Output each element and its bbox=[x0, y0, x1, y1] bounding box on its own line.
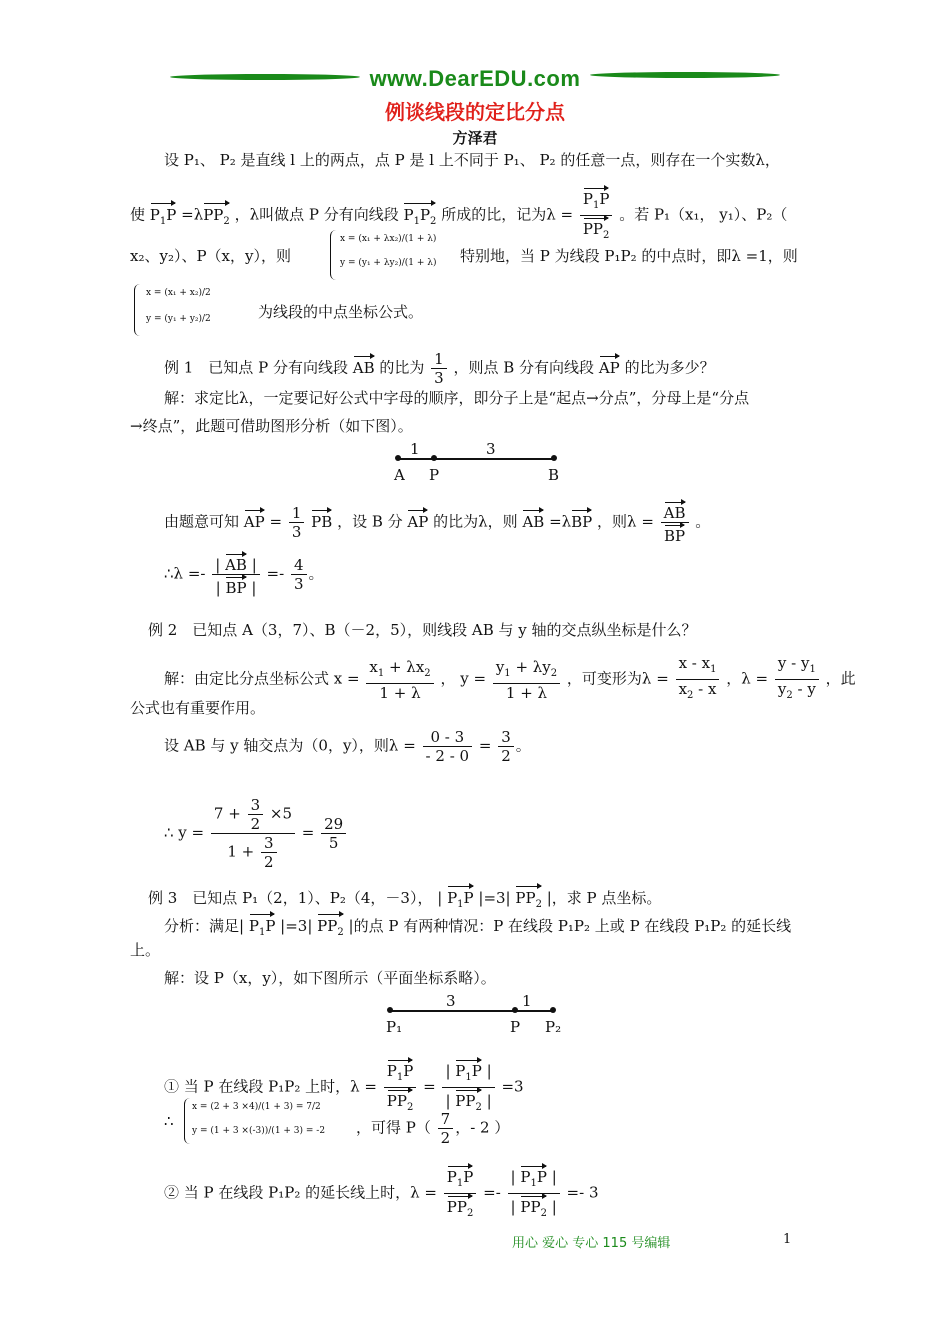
text: ，则λ = bbox=[597, 512, 654, 531]
ex2-sol1 bbox=[164, 654, 856, 705]
ex1-sol3: 由题意可知 AP = $\frac{1}{3}$ PB ，设 B 分 AP 的比为λ，则 AB =λBP ，则λ = $\frac{AB}{BP}$ 。 bbox=[164, 500, 710, 545]
midpoint-x: x = (x₁ + x₂)/2 bbox=[146, 288, 211, 298]
midpoint-y: y = (y₁ + y₂)/2 bbox=[146, 314, 211, 324]
vector-p1p2: $P_1P_2$ bbox=[403, 201, 436, 232]
fraction-1-3: $\frac{1}{3}$ bbox=[289, 504, 305, 541]
vector-bp: BP bbox=[571, 508, 592, 532]
intro-line2 bbox=[130, 186, 787, 245]
system-brace bbox=[330, 230, 337, 280]
text: ，- 2 ） bbox=[455, 1118, 510, 1137]
text: ， y = bbox=[440, 669, 487, 688]
intro-line1: 设 P₁、 P₂ 是直线 l 上的两点，点 P 是 l 上不同于 P₁、 P₂ 的任意一点，则存在一个实数λ， bbox=[164, 151, 780, 169]
text: ，可变形为λ = bbox=[566, 669, 669, 688]
fraction-3-2: $\frac{3}{2}$ bbox=[498, 728, 514, 765]
fig1-label-p: P bbox=[429, 466, 440, 484]
ex1-sol4 bbox=[164, 552, 324, 597]
ex3-case2: ② 当 P 在线段 P₁P₂ 的延长线上时，λ = $\frac{P_1P}{PP_2}$ =- $\frac{| P_1P |}{| PP_2 |}$ =- 3 bbox=[164, 1164, 599, 1223]
fraction-0-3: $\frac{0 - 3}{- 2 - 0}$ bbox=[423, 728, 473, 765]
ex1-question bbox=[164, 350, 715, 387]
text: ∴ y = bbox=[164, 823, 205, 842]
fig2-segment bbox=[390, 1010, 553, 1012]
fraction-big: 7 + $\frac{3}{2}$ ×5 1 + $\frac{3}{2}$ bbox=[211, 796, 295, 871]
ex3-analysis: 分析：满足| $P_1P$ |=3| $PP_2$ |的点 P 有两种情况：P 在线段 P₁P₂ 上或 P 在线段 P₁P₂ 的延长线 bbox=[164, 912, 791, 943]
system-y: y = (y₁ + λy₂)/(1 + λ) bbox=[340, 258, 437, 268]
ex2-question: 例 2 已知点 A（3，7）、B（－2，5），则线段 AB 与 y 轴的交点纵坐标是什么？ bbox=[148, 621, 697, 639]
vector-ap: AP bbox=[244, 508, 265, 532]
system-brace bbox=[184, 1098, 191, 1144]
text: ，此 bbox=[825, 669, 856, 688]
fraction-29-5: $\frac{29}{5}$ bbox=[321, 815, 346, 852]
vector-pp2: $PP_2$ bbox=[203, 201, 230, 232]
fig2-label-p: P bbox=[510, 1018, 521, 1036]
ex3-analysis2: 上。 bbox=[130, 941, 161, 959]
fig1-point-a bbox=[395, 455, 401, 461]
page-title: 例谈线段的定比分点 bbox=[385, 100, 565, 124]
fig2-label-p2: P₂ bbox=[545, 1018, 562, 1036]
ratio-fraction: $\frac{P_1P}{PP_2}$ bbox=[580, 186, 613, 245]
fraction-x: $\frac{x_1 + \lambda x_2}{1 + \lambda}$ bbox=[366, 658, 433, 702]
fig1-segment bbox=[398, 458, 554, 460]
system-brace bbox=[134, 284, 141, 336]
text: ② 当 P 在线段 P₁P₂ 的延长线上时，λ = bbox=[164, 1183, 437, 1202]
text: =- bbox=[483, 1183, 501, 1202]
text: 的比为 bbox=[379, 358, 425, 377]
text: =3 bbox=[501, 1077, 524, 1096]
fig2-label-1: 1 bbox=[522, 992, 532, 1010]
fraction-1-3: $\frac{1}{3}$ bbox=[431, 350, 447, 387]
fig1-point-b bbox=[551, 455, 557, 461]
fig1-label-3: 3 bbox=[486, 440, 496, 458]
intro-line3a: x₂、y₂）、P（x，y），则 bbox=[130, 247, 291, 265]
text: 的比为多少？ bbox=[624, 358, 715, 377]
text: ，λ = bbox=[726, 669, 769, 688]
text: 解：由定比分点坐标公式 x = bbox=[164, 669, 360, 688]
text: =- bbox=[266, 564, 285, 583]
ex3-case1: ① 当 P 在线段 P₁P₂ 上时，λ = $\frac{P_1P}{PP_2}$ = $\frac{| P_1P |}{| PP_2 |}$ =3 bbox=[164, 1058, 524, 1117]
vector-ap: AP bbox=[599, 354, 620, 378]
text: ，求 P 点坐标。 bbox=[551, 889, 662, 907]
ex3-question: 例 3 已知点 P₁（2，1）、P₂（4，－3）， | $P_1P$ |=3| $PP_2$ |，求 P 点坐标。 bbox=[148, 884, 661, 915]
intro-line3b: 特别地，当 P 为线段 P₁P₂ 的中点时，即λ =1，则 bbox=[460, 247, 798, 265]
text: ，可得 P（ bbox=[356, 1118, 431, 1137]
vector-ab: AB bbox=[353, 354, 375, 378]
text: 由题意可知 bbox=[164, 512, 240, 531]
intro-line4: 为线段的中点坐标公式。 bbox=[258, 303, 424, 321]
text: 的比为λ，则 bbox=[433, 512, 518, 531]
vector-ap: AP bbox=[407, 508, 428, 532]
page-number: 1 bbox=[783, 1232, 792, 1247]
fig2-point-p bbox=[512, 1007, 518, 1013]
ex3-sol1: 解：设 P（x，y），如下图所示（平面坐标系略）。 bbox=[164, 969, 496, 987]
text: =- 3 bbox=[566, 1183, 599, 1202]
fig1-point-p bbox=[431, 455, 437, 461]
fig2-label-3: 3 bbox=[446, 992, 456, 1010]
system-x: x = (x₁ + λx₂)/(1 + λ) bbox=[340, 234, 437, 244]
fraction-4-3: $\frac{4}{3}$ bbox=[291, 556, 307, 593]
ex3-case1-result: ，可得 P（ $\frac{7}{2}$ ，- 2 ） bbox=[356, 1110, 510, 1147]
fig1-label-a: A bbox=[394, 466, 405, 484]
fraction-ab-bp: $\frac{AB}{BP}$ bbox=[661, 500, 689, 545]
text: 例 1 已知点 P 分有向线段 bbox=[164, 358, 348, 377]
vector-p1p: $P_1P$ bbox=[150, 201, 177, 232]
intro-text: 所成的比，记为λ = bbox=[441, 205, 574, 224]
text: 例 3 已知点 P₁（2，1）、P₂（4，－3）， bbox=[148, 889, 433, 907]
case1-x: x = (2 + 3 ×4)/(1 + 3) = 7/2 bbox=[192, 1102, 321, 1112]
vector-ab: AB bbox=[522, 508, 544, 532]
fig2-label-p1: P₁ bbox=[386, 1018, 403, 1036]
footer-text: 用心 爱心 专心 115 号编辑 bbox=[512, 1236, 671, 1251]
vector-pb: PB bbox=[311, 508, 332, 532]
ex2-sol3 bbox=[164, 728, 531, 765]
text: 。 bbox=[515, 736, 531, 755]
ex1-sol1: 解：求定比λ，一定要记好公式中字母的顺序，即分子上是“起点→分点”，分母上是“分点 bbox=[164, 389, 750, 407]
fraction-lambda-y: $\frac{y - y_1}{y_2 - y}$ bbox=[775, 654, 819, 705]
text: ∴λ =- bbox=[164, 564, 206, 583]
text: 设 AB 与 y 轴交点为（0，y），则λ = bbox=[164, 736, 416, 755]
site-logo-text[interactable]: www.DearEDU.com bbox=[369, 66, 581, 91]
ex2-sol2: 公式也有重要作用。 bbox=[130, 699, 266, 717]
text: 的点 P 有两种情况：P 在线段 P₁P₂ 上或 P 在线段 P₁P₂ 的延长线 bbox=[353, 917, 792, 935]
intro-text: 使 bbox=[130, 205, 146, 224]
ex2-sol4: ∴ y = 7 + $\frac{3}{2}$ ×5 1 + $\frac{3}{2}$ = $\frac{29}{5}$ bbox=[164, 796, 348, 871]
text: ，则点 B 分有向线段 bbox=[453, 358, 595, 377]
fraction-y: $\frac{y_1 + \lambda y_2}{1 + \lambda}$ bbox=[493, 658, 560, 702]
ex1-sol2: →终点”，此题可借助图形分析（如下图）。 bbox=[130, 417, 413, 435]
fig2-point-p1 bbox=[387, 1007, 393, 1013]
intro-text: =λ bbox=[181, 205, 204, 224]
text: 。 bbox=[308, 564, 324, 583]
text: 分析：满足 bbox=[164, 917, 240, 935]
therefore-symbol: ∴ bbox=[164, 1112, 174, 1130]
fraction-abs-ab-bp: $\frac{| AB |}{| BP |}$ bbox=[212, 552, 260, 597]
intro-text: 。若 P₁（x₁， y₁）、P₂（ bbox=[619, 205, 788, 224]
case1-y: y = (1 + 3 ×(-3))/(1 + 3) = -2 bbox=[192, 1126, 326, 1136]
text: ，设 B 分 bbox=[337, 512, 403, 531]
text: = bbox=[478, 736, 492, 755]
fig1-label-b: B bbox=[548, 466, 560, 484]
fig2-point-p2 bbox=[550, 1007, 556, 1013]
fraction-lambda-x: $\frac{x - x_1}{x_2 - x}$ bbox=[676, 654, 720, 705]
intro-text: ，λ叫做点 P 分有向线段 bbox=[234, 205, 399, 224]
author: 方泽君 bbox=[452, 129, 498, 147]
fig1-label-1: 1 bbox=[410, 440, 420, 458]
text: ① 当 P 在线段 P₁P₂ 上时，λ = bbox=[164, 1077, 377, 1096]
